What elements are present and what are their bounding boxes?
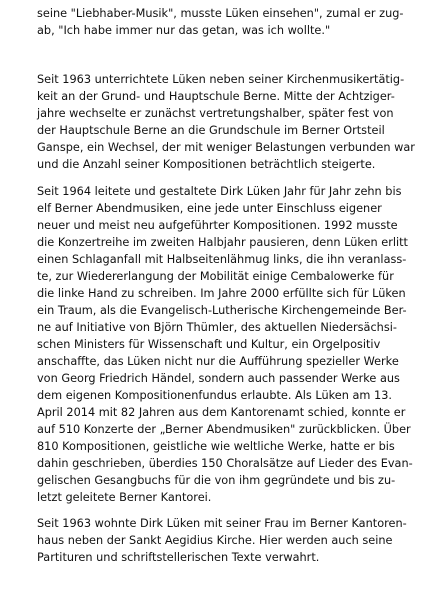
paragraph-line: von Georg Friedrich Händel, sondern auch passender Werke aus [37,372,400,385]
paragraph-line: Partituren und schriftstellerischen Texte verwahrt. [37,551,320,564]
paragraph-line: anschaffte, das Lüken nicht nur die Aufführung spezieller Werke [37,355,399,368]
paragraph-1 [37,5,404,39]
paragraph-line: und die Anzahl seiner Kompositionen beträchtlich steigerte. [37,158,376,171]
paragraph-4 [37,515,407,566]
paragraph-2 [37,71,415,173]
paragraph-line: Seit 1963 unterrichtete Lüken neben seiner Kirchenmusikertätig- [37,73,405,86]
paragraph-line: elf Berner Abendmusiken, eine jede unter Einschluss eigener [37,202,382,215]
paragraph-line: letzt geleitete Berner Kantorei. [37,491,212,504]
paragraph-line: der Hauptschule Berne an die Grundschule im Berner Ortsteil [37,124,385,137]
paragraph-line: April 2014 mit 82 Jahren aus dem Kantorenamt schied, konnte er [37,406,406,419]
paragraph-line: Seit 1964 leitete und gestaltete Dirk Lüken Jahr für Jahr zehn bis [37,185,402,198]
paragraph-line: neuer und meist neu aufgeführter Kompositionen. 1992 musste [37,219,398,232]
paragraph-line: seine "Liebhaber-Musik", musste Lüken einsehen", zumal er zug- [37,7,404,20]
paragraph-3 [37,183,413,506]
paragraph-line: einen Schlaganfall mit Halbseitenlähmug links, die ihn veranlass- [37,253,407,266]
paragraph-line: die linke Hand zu schreiben. Im Jahre 2000 erfüllte sich für Lüken [37,287,406,300]
paragraph-line: keit an der Grund- und Hauptschule Berne. Mitte der Achtziger- [37,90,395,103]
paragraph-line: ne auf Initiative von Björn Thümler, des aktuellen Niedersächsi- [37,321,397,334]
paragraph-line: die Konzertreihe im zweiten Halbjahr pausieren, denn Lüken erlitt [37,236,408,249]
paragraph-line: ein Traum, als die Evangelisch-Lutherische Kirchengemeinde Ber- [37,304,407,317]
paragraph-line: Seit 1963 wohnte Dirk Lüken mit seiner Frau im Berner Kantoren- [37,517,407,530]
paragraph-line: dahin geschrieben, überdies 150 Choralsätze auf Lieder des Evan- [37,457,413,470]
paragraph-line: jahre wechselte er zunächst vertretungshalber, später fest von [37,107,394,120]
paragraph-line: haus neben der Sankt Aegidius Kirche. Hier werden auch seine [37,534,393,547]
paragraph-line: Ganspe, ein Wechsel, der mit weniger Belastungen verbunden war [37,141,415,154]
paragraph-line: dem eigenen Kompositionenfundus erlaubte. Als Lüken am 13. [37,389,392,402]
paragraph-line: te, zur Wiedererlangung der Mobilität einige Cembalowerke für [37,270,394,283]
paragraph-line: auf 510 Konzerte der „Berner Abendmusiken" zurückblicken. Über [37,423,411,436]
paragraph-line: ab, "Ich habe immer nur das getan, was ich wollte." [37,24,331,37]
paragraph-line: schen Ministers für Wissenschaft und Kultur, ein Orgelpositiv [37,338,381,351]
paragraph-line: 810 Kompositionen, geistliche wie weltliche Werke, hatte er bis [37,440,395,453]
paragraph-line: gelischen Gesangbuchs für die von ihm gegründete und bis zu- [37,474,396,487]
